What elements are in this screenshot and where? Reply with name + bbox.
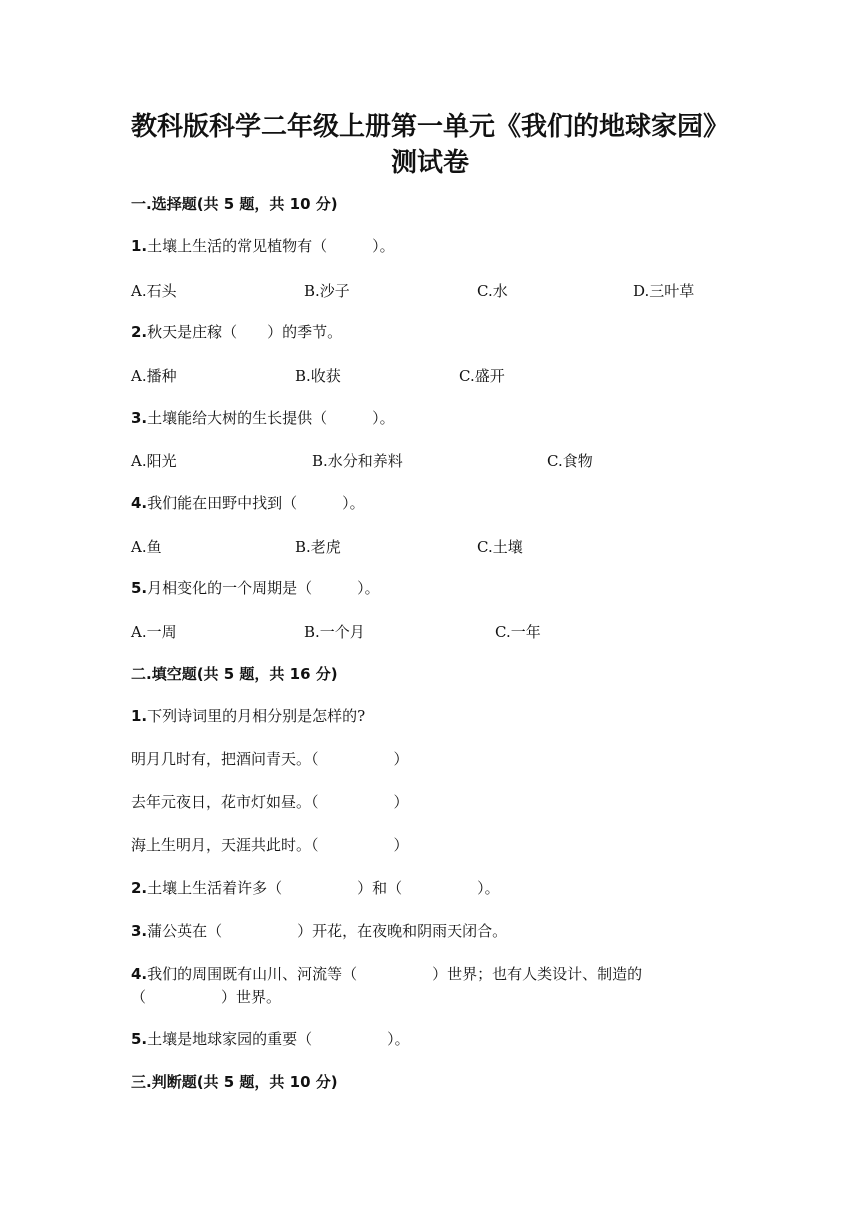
- question-text: 土壤是地球家园的重要（ ）。: [147, 1030, 410, 1048]
- option-b: B.一个月: [304, 623, 365, 641]
- option-d: D.三叶草: [633, 282, 695, 300]
- question-number: 1.: [131, 707, 148, 725]
- question-text: 我们能在田野中找到（ ）。: [147, 494, 365, 512]
- question-4: [131, 492, 365, 513]
- poem-line-2: 去年元夜日，花市灯如昼。（ ）: [131, 793, 409, 811]
- section-heading-choice: 一.选择题(共 5 题，共 10 分): [131, 195, 338, 213]
- question-text: 月相变化的一个周期是（ ）。: [147, 579, 380, 597]
- option-c: C.食物: [547, 452, 593, 470]
- option-a: A.阳光: [131, 452, 177, 470]
- option-a: A.石头: [131, 282, 177, 300]
- option-a: A.鱼: [131, 538, 162, 556]
- section-heading-fill: 二.填空题(共 5 题，共 16 分): [131, 665, 338, 683]
- poem-line-3: 海上生明月，天涯共此时。（ ）: [131, 836, 409, 854]
- question-number: 3.: [131, 409, 148, 427]
- question-3: [131, 407, 395, 428]
- question-text: 土壤能给大树的生长提供（ ）。: [147, 409, 395, 427]
- option-b: B.收获: [295, 367, 341, 385]
- question-5: [131, 577, 380, 598]
- question-text: 秋天是庄稼（ ）的季节。: [147, 323, 343, 341]
- question-text: 土壤上生活的常见植物有（ ）。: [147, 237, 395, 255]
- question-text: 蒲公英在（ ）开花，在夜晚和阴雨天闭合。: [147, 922, 508, 940]
- page-subtitle: 测试卷: [390, 148, 469, 178]
- question-number: 5.: [131, 579, 148, 597]
- question-2: [131, 321, 342, 342]
- section-heading-judgment: 三.判断题(共 5 题，共 10 分): [131, 1073, 338, 1091]
- fill-question-5: [131, 1028, 410, 1049]
- option-b: B.沙子: [304, 282, 350, 300]
- fill-question-3: [131, 920, 507, 941]
- page-title: 教科版科学二年级上册第一单元《我们的地球家园》: [130, 112, 729, 142]
- fill-question-2: [131, 877, 500, 898]
- question-number: 4.: [131, 494, 148, 512]
- option-a: A.播种: [131, 367, 177, 385]
- option-c: C.一年: [495, 623, 541, 641]
- option-c: C.盛开: [459, 367, 505, 385]
- question-text: 我们的周围既有山川、河流等（ ）世界；也有人类设计、制造的: [147, 965, 643, 983]
- option-c: C.土壤: [477, 538, 523, 556]
- question-number: 5.: [131, 1030, 148, 1048]
- question-number: 2.: [131, 879, 148, 897]
- fill-question-4-continuation: （ ）世界。: [131, 988, 282, 1006]
- fill-question-4: [131, 963, 642, 984]
- option-a: A.一周: [131, 623, 177, 641]
- option-b: B.水分和养料: [312, 452, 403, 470]
- option-b: B.老虎: [295, 538, 341, 556]
- question-text: 下列诗词里的月相分别是怎样的?: [147, 707, 366, 725]
- fill-question-1: [131, 705, 365, 726]
- option-c: C.水: [477, 282, 508, 300]
- question-number: 4.: [131, 965, 148, 983]
- poem-line-1: 明月几时有，把酒问青天。（ ）: [131, 750, 409, 768]
- question-1: [131, 235, 395, 256]
- question-number: 1.: [131, 237, 148, 255]
- question-number: 3.: [131, 922, 148, 940]
- question-text: 土壤上生活着许多（ ）和（ ）。: [147, 879, 500, 897]
- question-number: 2.: [131, 323, 148, 341]
